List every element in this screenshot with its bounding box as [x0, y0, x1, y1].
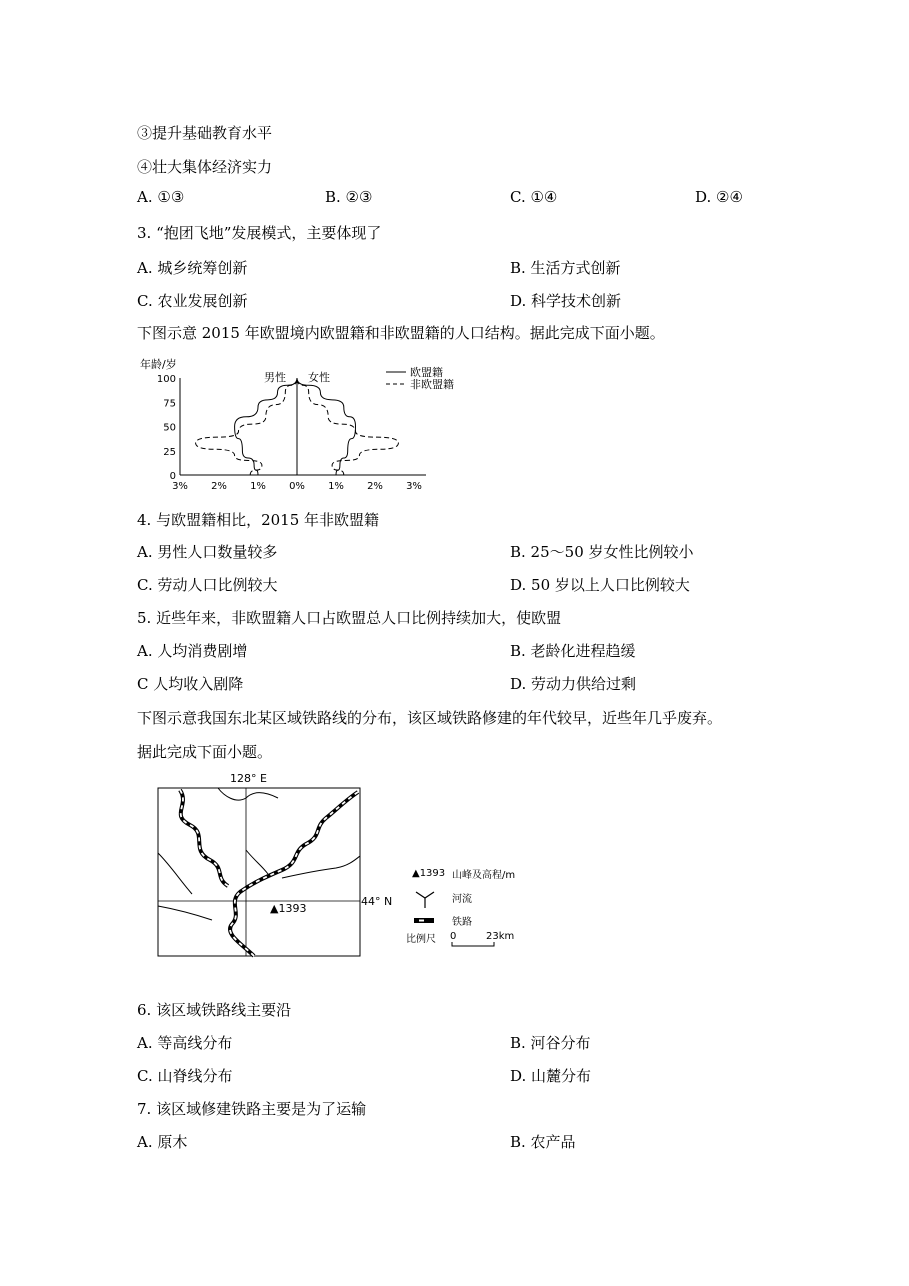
intro-map-line2: 据此完成下面小题。	[137, 743, 273, 761]
q3-option-c: C. 农业发展创新	[137, 292, 248, 310]
x-tick-label: 0%	[289, 481, 305, 492]
question-6: 6. 该区域铁路线主要沿	[137, 1001, 292, 1019]
y-axis-label: 年龄/岁	[140, 358, 177, 371]
y-tick-label: 25	[163, 446, 176, 458]
peak-label: ▲1393	[270, 902, 307, 915]
river	[158, 906, 212, 920]
railway	[180, 790, 228, 886]
male-label: 男性	[264, 371, 286, 384]
population-pyramid-chart	[140, 355, 480, 495]
railway	[230, 792, 358, 956]
x-tick-label: 3%	[406, 481, 422, 492]
q2-option-d: D. ②④	[695, 188, 743, 206]
q6-option-b: B. 河谷分布	[510, 1034, 591, 1052]
q3-option-a: A. 城乡统筹创新	[137, 259, 248, 277]
scale-zero: 0	[450, 931, 457, 942]
legend-river-icon	[416, 892, 434, 908]
q6-option-c: C. 山脊线分布	[137, 1067, 233, 1085]
q6-option-d: D. 山麓分布	[510, 1067, 592, 1085]
river	[218, 788, 278, 800]
q7-option-b: B. 农产品	[510, 1133, 576, 1151]
q6-option-a: A. 等高线分布	[137, 1034, 233, 1052]
q4-option-d: D. 50 岁以上人口比例较大	[510, 576, 690, 594]
q2-option-b: B. ②③	[325, 188, 373, 206]
q5-option-a: A. 人均消费剧增	[137, 642, 248, 660]
q5-option-b: B. 老龄化进程趋缓	[510, 642, 636, 660]
intro-pyramid: 下图示意 2015 年欧盟境内欧盟籍和非欧盟籍的人口结构。据此完成下面小题。	[137, 324, 665, 342]
q4-option-b: B. 25～50 岁女性比例较小	[510, 543, 694, 561]
legend-peak-text: 山峰及高程/m	[452, 870, 516, 881]
railway-map	[150, 770, 550, 965]
q4-option-a: A. 男性人口数量较多	[137, 543, 278, 561]
railway-dash	[230, 792, 358, 956]
q5-option-d: D. 劳动力供给过剩	[510, 675, 637, 693]
legend-railway-icon-gap	[419, 920, 424, 922]
non-eu-male-line	[196, 378, 297, 475]
q4-option-c: C. 劳动人口比例较大	[137, 576, 278, 594]
x-tick-label: 1%	[250, 481, 266, 492]
river	[158, 853, 192, 894]
legend-river-text: 河流	[452, 894, 472, 905]
q2-option-a: A. ①③	[137, 188, 185, 206]
x-tick-label: 3%	[172, 481, 188, 492]
q3-option-d: D. 科学技术创新	[510, 292, 622, 310]
scale-bar	[452, 942, 494, 946]
question-3: 3. “抱团飞地”发展模式，主要体现了	[137, 224, 382, 242]
longitude-label: 128° E	[230, 772, 267, 785]
q5-option-c: C 人均收入剧降	[137, 675, 244, 693]
question-4: 4. 与欧盟籍相比，2015 年非欧盟籍	[137, 511, 380, 529]
legend-eu-label: 欧盟籍	[410, 366, 443, 379]
legend-noneu-label: 非欧盟籍	[410, 378, 454, 391]
legend-scale-label: 比例尺	[406, 934, 436, 945]
y-tick-label: 75	[163, 398, 176, 410]
y-tick-label: 0	[169, 471, 176, 482]
non-eu-female-line	[297, 378, 398, 475]
q2-option-c: C. ①④	[510, 188, 558, 206]
legend-peak-symbol: ▲1393	[412, 868, 446, 879]
q7-option-a: A. 原木	[137, 1133, 188, 1151]
intro-map-line1: 下图示意我国东北某区域铁路线的分布，该区域铁路修建的年代较早，近些年几乎废弃。	[137, 709, 723, 727]
x-tick-label: 2%	[211, 481, 227, 492]
female-label: 女性	[308, 371, 330, 384]
option-line-3: ③提升基础教育水平	[137, 124, 273, 142]
option-line-4: ④壮大集体经济实力	[137, 158, 273, 176]
river	[246, 850, 268, 874]
y-tick-label: 100	[156, 374, 176, 385]
y-tick-label: 50	[163, 422, 176, 434]
latitude-label: 44° N	[361, 895, 393, 908]
scale-23km: 23km	[486, 931, 515, 942]
x-tick-label: 1%	[328, 481, 344, 492]
x-tick-label: 2%	[367, 481, 383, 492]
q3-option-b: B. 生活方式创新	[510, 259, 621, 277]
question-5: 5. 近些年来，非欧盟籍人口占欧盟总人口比例持续加大，使欧盟	[137, 609, 562, 627]
legend-railway-text: 铁路	[452, 917, 472, 928]
question-7: 7. 该区域修建铁路主要是为了运输	[137, 1100, 367, 1118]
